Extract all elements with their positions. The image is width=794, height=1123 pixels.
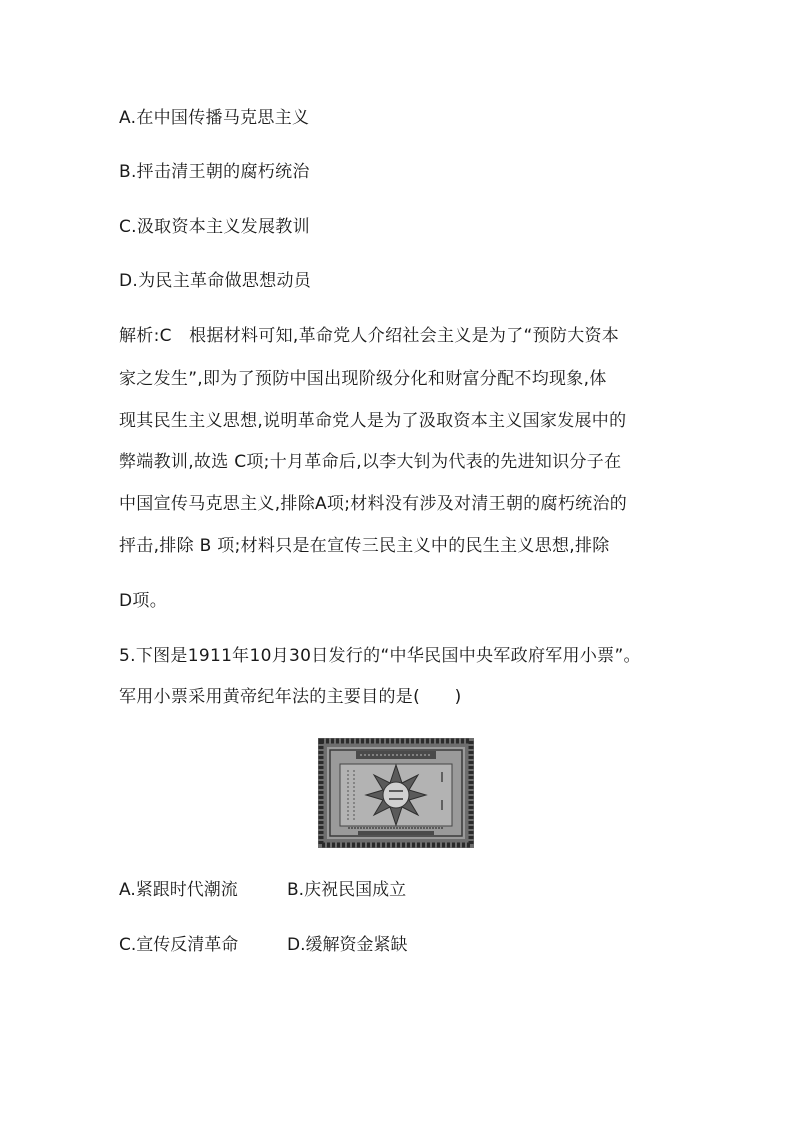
analysis-line-7: D项。 bbox=[119, 591, 167, 611]
question5-stem-line-1: 5.下图是1911年10月30日发行的“中华民国中央军政府军用小票”。 bbox=[119, 646, 641, 666]
analysis-line-6: 抨击,排除 B 项;材料只是在宣传三民主义中的民生主义思想,排除 bbox=[119, 536, 610, 556]
option-a: A.在中国传播马克思主义 bbox=[119, 108, 310, 128]
question5-stem-line-2: 军用小票采用黄帝纪年法的主要目的是( ) bbox=[119, 687, 462, 707]
analysis-line-4: 弊端教训,故选 C项;十月革命后,以李大钊为代表的先进知识分子在 bbox=[119, 452, 622, 472]
analysis-line-1: 解析:C 根据材料可知,革命党人介绍社会主义是为了“预防大资本 bbox=[119, 326, 620, 346]
analysis-line-5: 中国宣传马克思主义,排除A项;材料没有涉及对清王朝的腐朽统治的 bbox=[119, 494, 628, 514]
question5-options-row-2 bbox=[119, 934, 408, 956]
option-b: B.抨击清王朝的腐朽统治 bbox=[119, 162, 310, 182]
analysis-line-2: 家之发生”,即为了预防中国出现阶级分化和财富分配不均现象,体 bbox=[119, 369, 607, 389]
option-5b: B.庆祝民国成立 bbox=[287, 880, 407, 900]
option-d: D.为民主革命做思想动员 bbox=[119, 271, 312, 291]
banknote-picture bbox=[318, 738, 474, 848]
option-c: C.汲取资本主义发展教训 bbox=[119, 217, 310, 237]
question5-options-row-1 bbox=[119, 879, 406, 901]
option-5a: A.紧跟时代潮流 bbox=[119, 880, 238, 900]
analysis-line-3: 现其民生主义思想,说明革命党人是为了汲取资本主义国家发展中的 bbox=[119, 411, 627, 431]
option-5d: D.缓解资金紧缺 bbox=[287, 935, 408, 955]
military-banknote-image bbox=[318, 738, 474, 848]
option-5c: C.宣传反清革命 bbox=[119, 935, 239, 955]
